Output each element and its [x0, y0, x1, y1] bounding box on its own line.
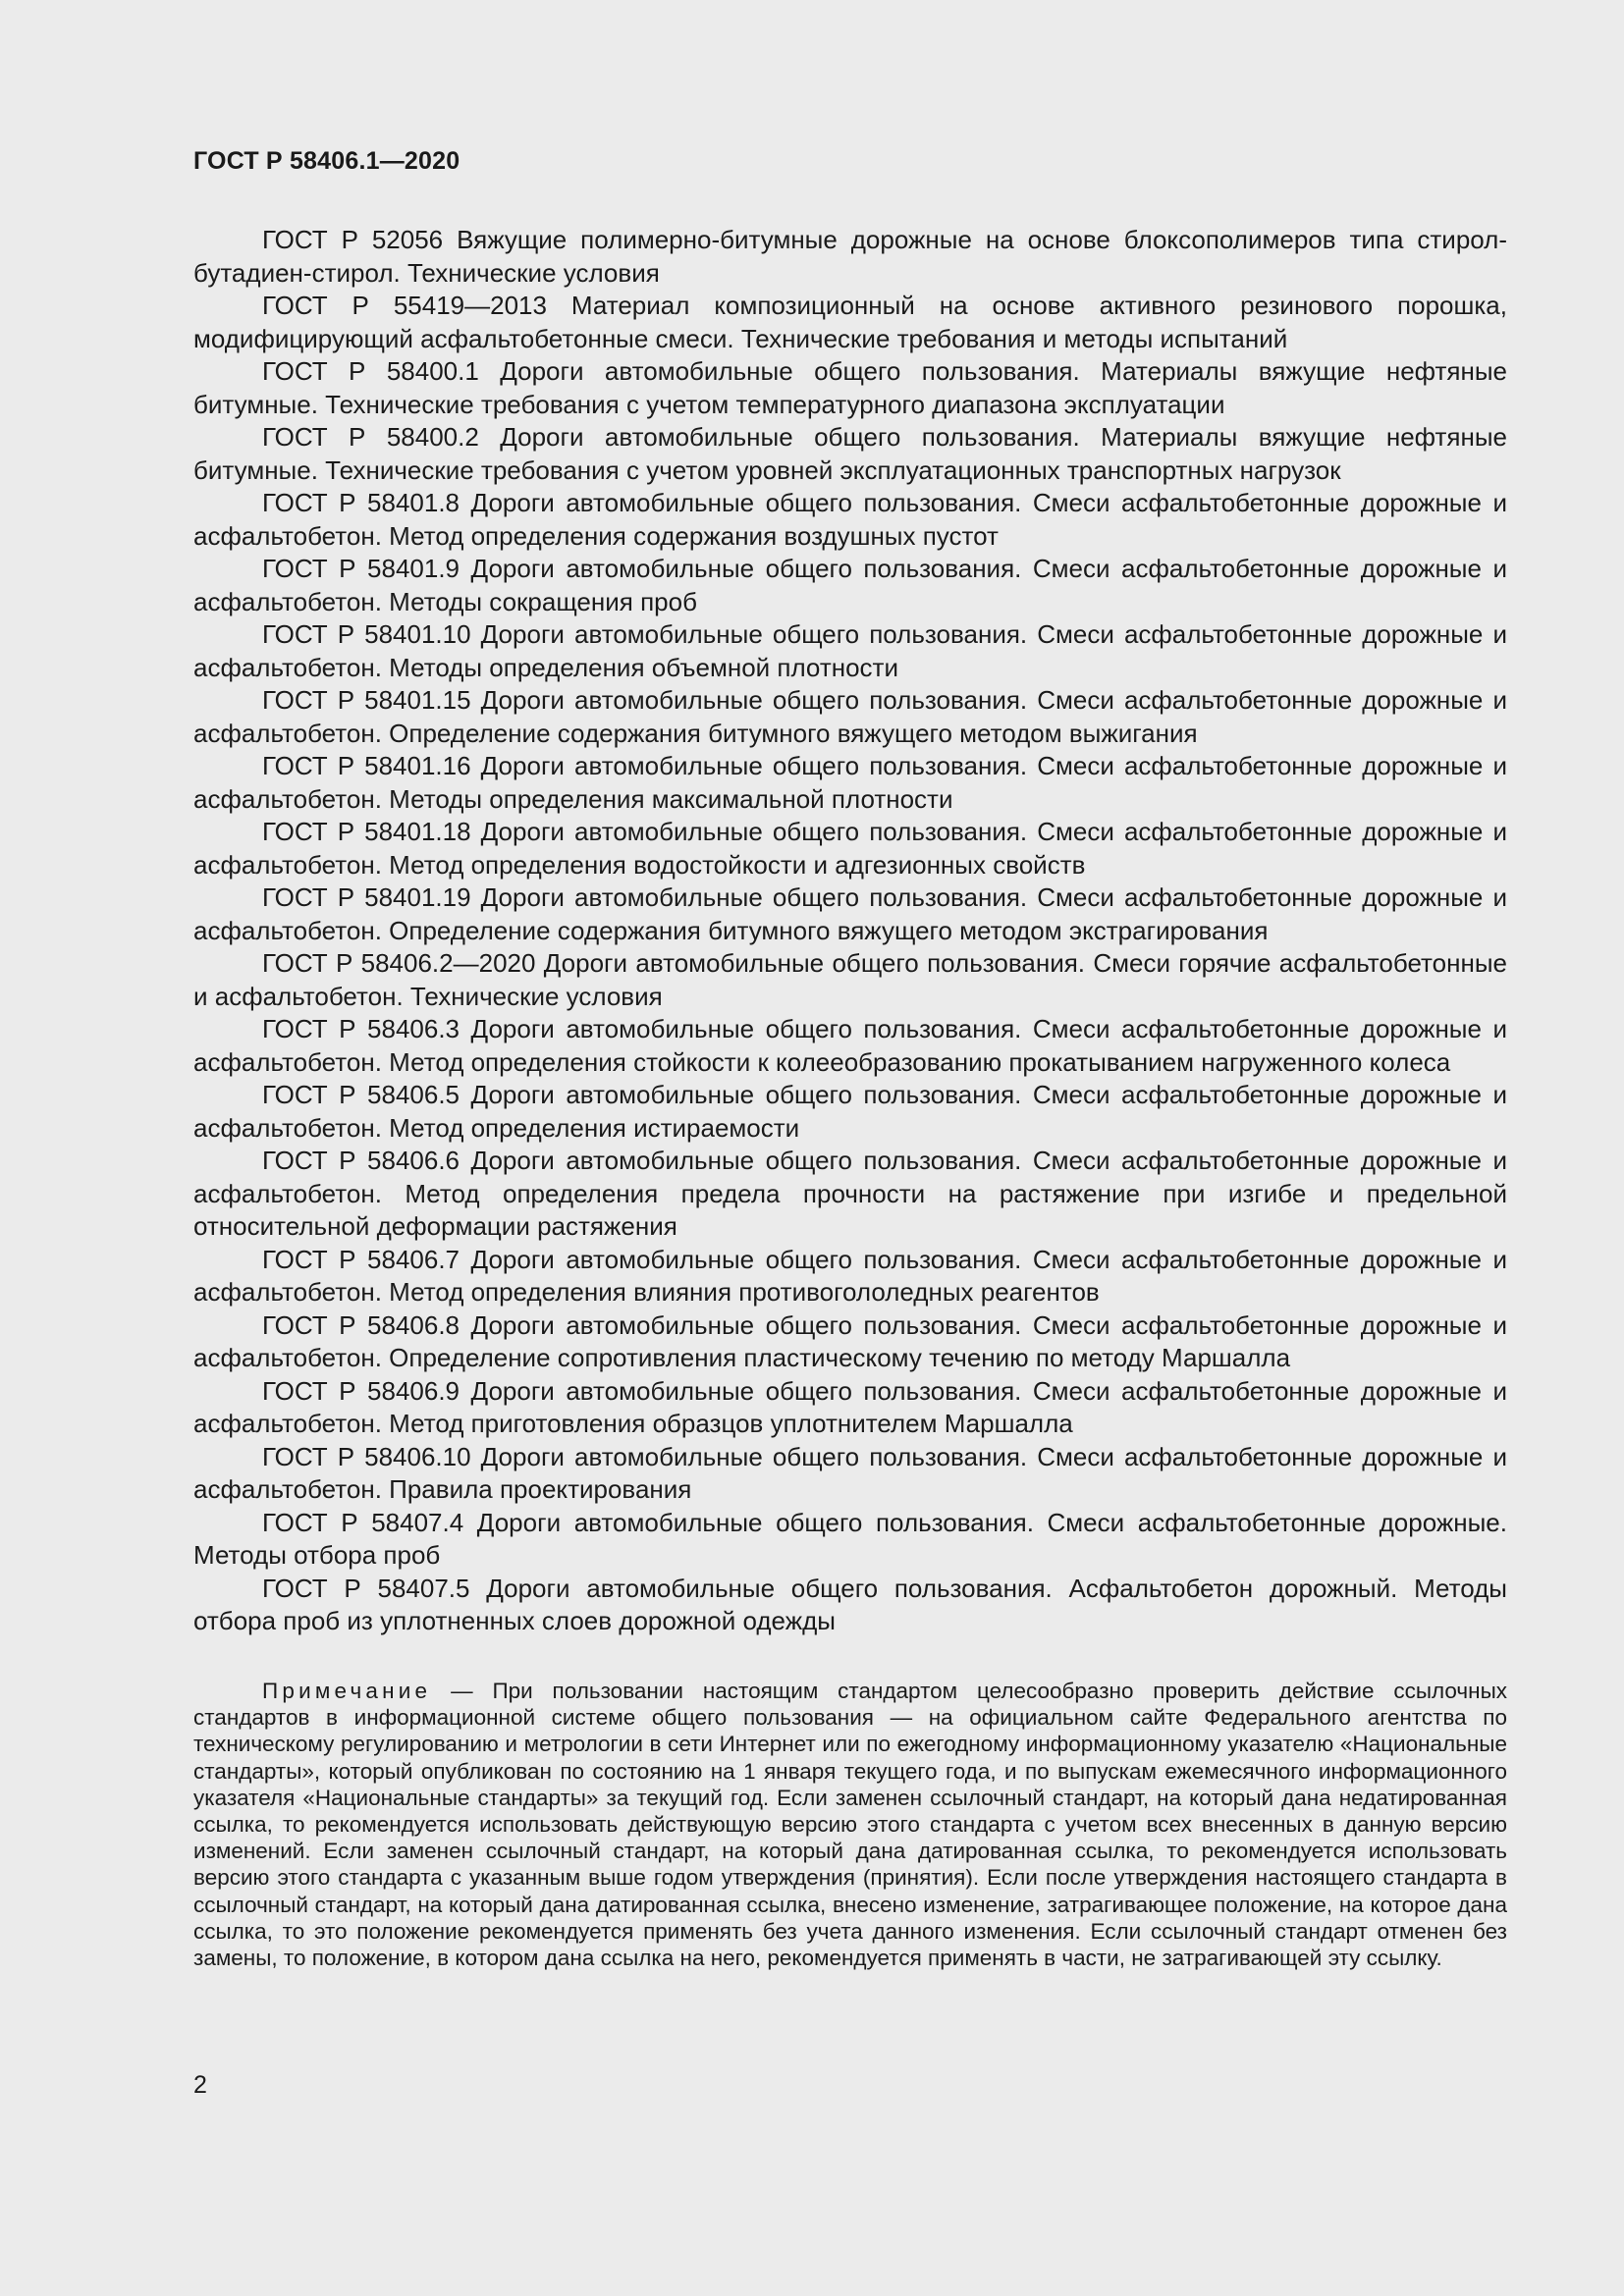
- reference-item: ГОСТ Р 58401.19 Дороги автомобильные общего пользования. Смеси асфальтобетонные дорожные и асфальтобетон. Определение содержания битумного вяжущего методом экстрагирования: [193, 882, 1507, 945]
- reference-item: ГОСТ Р 58406.6 Дороги автомобильные общего пользования. Смеси асфальтобетонные дорожные и асфальтобетон. Метод определения предела прочности на растяжение при изгибе и предельной относительной деформации растяжения: [193, 1146, 1507, 1241]
- reference-item: ГОСТ Р 58400.2 Дороги автомобильные общего пользования. Материалы вяжущие нефтяные битумные. Технические требования с учетом уровней эксплуатационных транспортных нагрузок: [193, 422, 1507, 485]
- reference-item: ГОСТ Р 58406.9 Дороги автомобильные общего пользования. Смеси асфальтобетонные дорожные и асфальтобетон. Метод приготовления образцов уплотнителем Маршалла: [193, 1375, 1507, 1438]
- note-paragraph: [193, 1678, 1507, 1971]
- reference-item: ГОСТ Р 58401.10 Дороги автомобильные общего пользования. Смеси асфальтобетонные дорожные и асфальтобетон. Методы определения объемной плотности: [193, 619, 1507, 682]
- reference-item: ГОСТ Р 58407.4 Дороги автомобильные общего пользования. Смеси асфальтобетонные дорожные. Методы отбора проб: [193, 1507, 1507, 1570]
- reference-item: ГОСТ Р 58401.8 Дороги автомобильные общего пользования. Смеси асфальтобетонные дорожные и асфальтобетон. Метод определения содержания воздушных пустот: [193, 488, 1507, 551]
- note-label: Примечание: [262, 1679, 432, 1703]
- reference-item: ГОСТ Р 58401.15 Дороги автомобильные общего пользования. Смеси асфальтобетонные дорожные и асфальтобетон. Определение содержания битумного вяжущего методом выжигания: [193, 685, 1507, 748]
- note-text: — При пользовании настоящим стандартом целесообразно проверить действие ссылочных стандартов в информационной системе общего пользования — на официальном сайте Федерального агентства по техническому регулированию и метрологии в сети Интернет или по ежегодному информационному указателю «Национальные стандарты», который опубликован по состоянию на 1 января текущего года, и по выпускам ежемесячного информационного указателя «Национальные стандарты» за текущий год. Если заменен ссылочный стандарт, на который дана недатированная ссылка, то рекомендуется использовать действующую версию этого стандарта с учетом всех внесенных в данную версию изменений. Если заменен ссылочный стандарт, на который дана датированная ссылка, то рекомендуется использовать версию этого стандарта с указанным выше годом утверждения (принятия). Если после утверждения настоящего стандарта в ссылочный стандарт, на который дана датированная ссылка, внесено изменение, затрагивающее положение, на которое дана ссылка, то это положение рекомендуется применять без учета данного изменения. Если ссылочный стандарт отменен без замены, то положение, в котором дана ссылка на него, рекомендуется применять в части, не затрагивающей эту ссылку.: [193, 1679, 1507, 1971]
- reference-item: ГОСТ Р 58406.10 Дороги автомобильные общего пользования. Смеси асфальтобетонные дорожные и асфальтобетон. Правила проектирования: [193, 1441, 1507, 1504]
- reference-item: ГОСТ Р 58406.5 Дороги автомобильные общего пользования. Смеси асфальтобетонные дорожные и асфальтобетон. Метод определения истираемости: [193, 1080, 1507, 1143]
- reference-item: ГОСТ Р 58401.18 Дороги автомобильные общего пользования. Смеси асфальтобетонные дорожные и асфальтобетон. Метод определения водостойкости и адгезионных свойств: [193, 817, 1507, 880]
- reference-item: ГОСТ Р 55419—2013 Материал композиционный на основе активного резинового порошка, модифицирующий асфальтобетонные смеси. Технические требования и методы испытаний: [193, 291, 1507, 353]
- page-number: 2: [193, 2071, 207, 2099]
- reference-item: ГОСТ Р 58406.3 Дороги автомобильные общего пользования. Смеси асфальтобетонные дорожные и асфальтобетон. Метод определения стойкости к колееобразованию прокатыванием нагруженного колеса: [193, 1014, 1507, 1077]
- reference-item: ГОСТ Р 58407.5 Дороги автомобильные общего пользования. Асфальтобетон дорожный. Методы отбора проб из уплотненных слоев дорожной одежды: [193, 1573, 1507, 1635]
- reference-item: ГОСТ Р 58406.7 Дороги автомобильные общего пользования. Смеси асфальтобетонные дорожные и асфальтобетон. Метод определения влияния противогололедных реагентов: [193, 1244, 1507, 1307]
- normative-references-list: [193, 224, 1507, 1638]
- reference-item: ГОСТ Р 58401.9 Дороги автомобильные общего пользования. Смеси асфальтобетонные дорожные и асфальтобетон. Методы сокращения проб: [193, 554, 1507, 616]
- reference-item: ГОСТ Р 58406.2—2020 Дороги автомобильные общего пользования. Смеси горячие асфальтобетонные и асфальтобетон. Технические условия: [193, 948, 1507, 1011]
- reference-item: ГОСТ Р 58401.16 Дороги автомобильные общего пользования. Смеси асфальтобетонные дорожные и асфальтобетон. Методы определения максимальной плотности: [193, 751, 1507, 814]
- reference-item: ГОСТ Р 58406.8 Дороги автомобильные общего пользования. Смеси асфальтобетонные дорожные и асфальтобетон. Определение сопротивления пластическому течению по методу Маршалла: [193, 1309, 1507, 1372]
- reference-item: ГОСТ Р 52056 Вяжущие полимерно-битумные дорожные на основе блоксополимеров типа стирол-бутадиен-стирол. Технические условия: [193, 225, 1507, 288]
- running-header: ГОСТ Р 58406.1—2020: [193, 147, 460, 175]
- reference-item: ГОСТ Р 58400.1 Дороги автомобильные общего пользования. Материалы вяжущие нефтяные битумные. Технические требования с учетом температурного диапазона эксплуатации: [193, 356, 1507, 419]
